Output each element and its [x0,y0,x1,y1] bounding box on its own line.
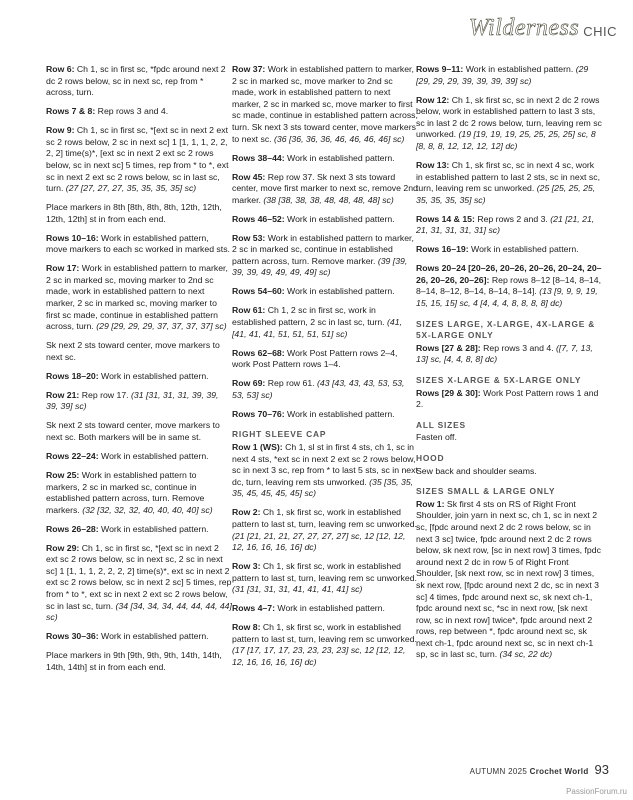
row-label: Row 13: [416,159,450,170]
row-label: Row 8: [232,622,261,633]
row-text: Work in established pattern. [98,450,209,461]
row-label: Rows 70–76: [232,408,285,419]
row-text: Ch 1, 2 sc in first sc, work in established pattern, 2 sc in last sc, turn. [232,305,385,328]
instruction-row [416,388,602,411]
row-label: Rows 46–52: [232,213,285,224]
instruction-row [232,153,418,165]
instruction-row [46,451,232,463]
instruction-row [46,125,232,195]
stitch-count: (21 [21, 21, 21, 27, 27, 27, 27] sc, 12 [12, 12, 12, 16, 16, 16, 16] dc) [232,530,406,553]
row-label: Rows 20–24 [20–26, 20–26, 20–26, 20–24, 20–26, 20–26, 20–26]: [416,263,602,285]
row-label: Row 1 (WS): [232,441,283,452]
footer-issue: AUTUMN 2025 Crochet World [469,767,589,776]
stitch-count: (31 [31, 31, 31, 41, 41, 41, 41] sc) [232,584,363,595]
row-label: Rows [29 & 30]: [416,387,481,398]
stitch-count: (19 [19, 19, 19, 25, 25, 25, 25] sc, 8 [8, 8, 8, 12, 12, 12, 12] dc) [416,129,596,151]
row-text: Work in established pattern. [98,523,209,534]
row-label: Rows 38–44: [232,152,285,163]
row-text: Work in established pattern. [98,370,209,381]
row-text: Ch 1, sk first sc, work in established pattern to last st, turn, leaving rem sc unworked. [232,507,417,529]
stitch-count: (38 [38, 38, 38, 48, 48, 48, 48] sc) [260,194,394,205]
row-text: Work in established pattern to markers, 2 sc in marked sc, continue in established pattern across, turn. Remove markers. [46,469,205,515]
instruction-row [232,622,418,668]
row-label: Rows 62–68: [232,347,285,358]
row-text: Sk first 4 sts on RS of Right Front Shoulder, join yarn in next sc, ch 1, sc in next 2 sc, [fpdc around next 2 dc 2 rows below, sc in next 3 sc] twice, fpdc around next 2 dc 2 rows below, sk next row, [sc in next row] 3 times, fpdc around next 2 dc in row 5 of Right Front Shoulder, [sk next row, sc in next row] 3 times, sk next row, [fpdc around next 2 dc, sc in next 3 sc] 4 times, fpdc around next sc, sk next ch-1, fpdc around next sc, *sc in next row, [sk next row, sc in next row] twice*, fpdc around next 2 rows, rep between *, fpdc around next sc, sk next ch-1, fpdc around next sc, sc in next ch-1 sp, sc in last sc, turn. [416,498,601,660]
stitch-count: (35 [35, 35, 35, 45, 45, 45, 45] sc) [232,476,414,499]
row-text: Ch 1, sc in first sc, *fpdc around next 2 dc 2 rows below, sc in next sc, rep from * across, turn. [46,64,226,98]
instruction-row [232,507,418,553]
row-text: Work Post Pattern rows 2–4, work Post Pattern rows 1–4. [232,347,398,370]
instruction-row [46,263,232,333]
instruction-row [46,390,232,413]
row-text: Work Post Pattern rows 1 and 2. [416,387,599,410]
row-label: Rows 14 & 15: [416,213,475,224]
instruction-row [46,64,232,99]
instruction-row [232,305,418,340]
row-text: Rep rows 3 and 4. [95,106,169,117]
instruction-row [232,409,418,421]
row-label: Row 45: [232,171,266,182]
instruction-row [232,561,418,596]
instruction-note [416,466,602,478]
row-text: Place markers in 9th [9th, 9th, 9th, 14th, 14th, 14th, 14th] st in from each end. [46,650,222,672]
instruction-note [46,202,232,225]
instruction-row [416,263,602,309]
row-label: Row 25: [46,469,80,480]
watermark: PassionForum.ru [566,787,627,796]
row-label: Row 53: [232,232,266,243]
instruction-row [416,214,602,237]
instruction-row [232,172,418,207]
instruction-row [416,64,602,87]
row-text: Work in established pattern. [274,603,385,614]
row-label: Row 1: [416,498,445,509]
row-label: Row 37: [232,64,266,74]
row-label: Rows 10–16: [46,232,99,243]
row-text: Sew back and shoulder seams. [416,465,537,476]
row-label: Rows 26–28: [46,523,99,534]
section-heading: SIZES LARGE, X-LARGE, 4X-LARGE & 5X-LARGE ONLY [416,318,596,341]
section-heading: SIZES SMALL & LARGE ONLY [416,486,556,497]
instruction-row [46,543,232,624]
row-label: Rows 7 & 8: [46,106,96,117]
row-text: Ch 1, sk first sc, sc in next 4 sc, work in established pattern to last 2 sts, sc in next sc, turn, leaving rem sc unworked. [416,159,600,194]
instruction-row [416,95,602,153]
row-text: Sk next 2 sts toward center, move markers to next sc. [46,340,220,362]
stitch-count: (39 [39, 39, 39, 49, 49, 49, 49] sc) [232,255,408,278]
row-text: Work in established pattern. [284,408,395,419]
instruction-row [46,524,232,536]
stitch-count: (31 [31, 31, 31, 39, 39, 39, 39] sc) [46,389,219,412]
page-footer [470,762,609,777]
row-label: Row 6: [46,64,75,74]
instruction-row [232,442,418,500]
instruction-row [46,233,232,256]
row-text: Place markers in 8th [8th, 8th, 8th, 12th, 12th, 12th, 12th] st in from each end. [46,202,222,224]
row-text: Work in established pattern. [284,286,395,297]
row-label: Row 2: [232,507,261,518]
instruction-row [232,603,418,615]
instruction-note [46,420,232,443]
instruction-row [232,286,418,298]
row-text: Sk next 2 sts toward center, move markers to next sc. Both markers will be in same st. [46,420,220,442]
row-label: Row 21: [46,389,80,400]
row-label: Rows [27 & 28]: [416,342,481,353]
row-label: Rows 4–7: [232,603,275,614]
stitch-count: (32 [32, 32, 32, 40, 40, 40, 40] sc) [79,504,213,515]
brand-logo: Wilderness [468,14,580,41]
section-heading: SIZES X-LARGE & 5X-LARGE ONLY [416,375,582,386]
row-label: Row 12: [416,94,450,105]
stitch-count: (34 sc, 22 dc) [497,649,553,660]
row-text: Work in established pattern. [463,64,574,74]
row-text: Ch 1, sk first sc, work in established pattern to last st, turn, leaving rem sc unworked. [232,561,417,583]
row-text: Work in established pattern. [284,213,395,224]
instruction-row [46,371,232,383]
section-heading: ALL SIZES [416,419,466,430]
row-text: Rep rows 3 and 4. [480,342,554,353]
stitch-count: (43 [43, 43, 43, 53, 53, 53, 53] sc) [232,378,405,400]
row-label: Row 29: [46,542,80,553]
row-text: Fasten off. [416,432,457,443]
row-label: Rows 54–60: [232,286,285,297]
row-label: Row 9: [46,125,75,136]
text-column-3 [416,64,602,668]
row-label: Rows 18–20: [46,370,99,381]
row-text: Rep row 61. [265,378,315,389]
instruction-note [46,650,232,673]
row-label: Row 3: [232,561,261,572]
stitch-count: (29 [29, 29, 29, 39, 39, 39, 39] sc) [416,64,589,86]
row-text: Work in established pattern, move markers to each sc worked in marked sts. [46,232,230,255]
row-text: Rep rows 2 and 3. [474,213,548,224]
row-label: Rows 30–36: [46,631,99,642]
stitch-count: (13 [9, 9, 9, 19, 15, 15, 15] sc, 4 [4, 4, 4, 8, 8, 8, 8] dc) [416,286,598,309]
instruction-row [416,160,602,206]
row-text: Ch 1, sc in first sc, *[ext sc in next 2 ext sc 2 rows below, sc in next sc, 2 sc in next sc] 1 [1, 1, 1, 2, 2, 2, 2] time(s)*, ext sc in next 2 ext sc 2 rows below, sc in next 2 sc] 5 times, rep from * to *, ext sc in next 2 ext sc 2 rows below, sc in last sc, turn. [46,542,232,611]
row-text: Rep row 37. Sk next 3 sts toward center, move first marker to next sc, remove 2nd marker. [232,171,418,205]
instruction-row [232,64,418,145]
row-text: Ch 1, sk first sc, sc in next 2 dc 2 rows below, work in established pattern to last 3 sts, sc in last 2 dc 2 rows below, turn, leaving rem sc unworked. [416,94,602,140]
stitch-count: (34 [34, 34, 34, 44, 44, 44, 44] sc) [46,600,232,623]
row-label: Row 61: [232,305,266,316]
row-text: Ch 1, sl st in first 4 sts, ch 1, sc in next 4 sts, *ext sc in next 2 ext sc 2 rows below, sc in next 3 sc, rep from * to last 5 sts, sc in next dc, turn, leaving rem sts unworked. [232,441,418,487]
instruction-row [232,348,418,371]
row-text: Work in established pattern. [98,631,209,642]
instruction-note [46,340,232,363]
row-label: Rows 16–19: [416,244,469,255]
instruction-note [416,432,602,444]
row-text: Ch 1, sk first sc, work in established pattern to last st, turn, leaving rem sc unworked. [232,622,417,644]
instruction-row [46,106,232,118]
section-heading: RIGHT SLEEVE CAP [232,429,327,440]
section-heading: HOOD [416,452,445,463]
instruction-row [416,244,602,256]
row-label: Rows 22–24: [46,450,99,461]
stitch-count: (36 [36, 36, 36, 46, 46, 46, 46] sc) [271,133,405,144]
row-text: Work in established pattern. [284,152,395,163]
row-text: Rep rows 8–12 [8–14, 8–14, 8–14, 8–12, 8–14, 8–14, 8–14]. [416,274,601,297]
row-text: Rep row 17. [79,389,129,400]
row-label: Row 17: [46,263,80,274]
instruction-row [232,214,418,226]
row-label: Row 69: [232,378,266,389]
text-column-2 [232,64,418,676]
row-text: Work in established pattern to marker, 2 sc in marked sc, moving marker to 2nd sc made, work in established pattern to next marker, 2 sc in marked sc, moving marker to first sc made, continue in established pattern across, turn. [46,263,228,332]
stitch-count: (29 [29, 29, 29, 37, 37, 37, 37] sc) [93,321,227,332]
stitch-count: (41, [41, 41, 41, 51, 51, 51, 51] sc) [232,317,402,339]
stitch-count: (27 [27, 27, 27, 35, 35, 35, 35] sc) [63,183,197,194]
stitch-count: ([7, 7, 13, 13] sc, [4, 4, 8, 8] dc) [416,342,593,365]
instruction-row [232,378,418,401]
instruction-row [46,631,232,643]
row-text: Work in established pattern to marker, 2 sc in marked sc, continue in established pattern across, turn. Remove marker. [232,232,414,266]
stitch-count: (25 [25, 25, 25, 35, 35, 35, 35] sc) [416,183,596,205]
row-text: Work in established pattern to marker, 2 sc in marked sc, move marker to 2nd sc made, work in established pattern to next marker, 2 sc in marked sc, move marker to first sc made, continue in established pattern across, turn. Sk next 3 sts toward center, move markers to next sc. [232,64,418,144]
instruction-row [416,343,602,366]
brand-suffix: CHIC [583,23,617,39]
stitch-count: (21 [21, 21, 21, 31, 31, 31, 31] sc) [416,213,595,236]
instruction-row [416,499,602,661]
page-number: 93 [594,762,609,777]
instruction-row [232,233,418,279]
row-text: Work in established pattern. [468,244,579,255]
page-header [469,10,617,46]
row-text: Ch 1, sc in first sc, *[ext sc in next 2 ext sc 2 rows below, 2 sc in next sc] 1 [1, 1, 1, 2, 2, 2, 2] time(s)*, [ext sc in next 2 ext sc 2 rows below, sc in next sc] 5 times, rep from * to *, ext sc in next 2 ext sc 2 rows below, sc in last sc, turn. [46,125,229,194]
stitch-count: (17 [17, 17, 17, 23, 23, 23, 23] sc, 12 [12, 12, 12, 16, 16, 16, 16] dc) [232,645,406,668]
row-label: Rows 9–11: [416,64,464,74]
instruction-row [46,470,232,516]
text-column-1 [46,64,232,681]
